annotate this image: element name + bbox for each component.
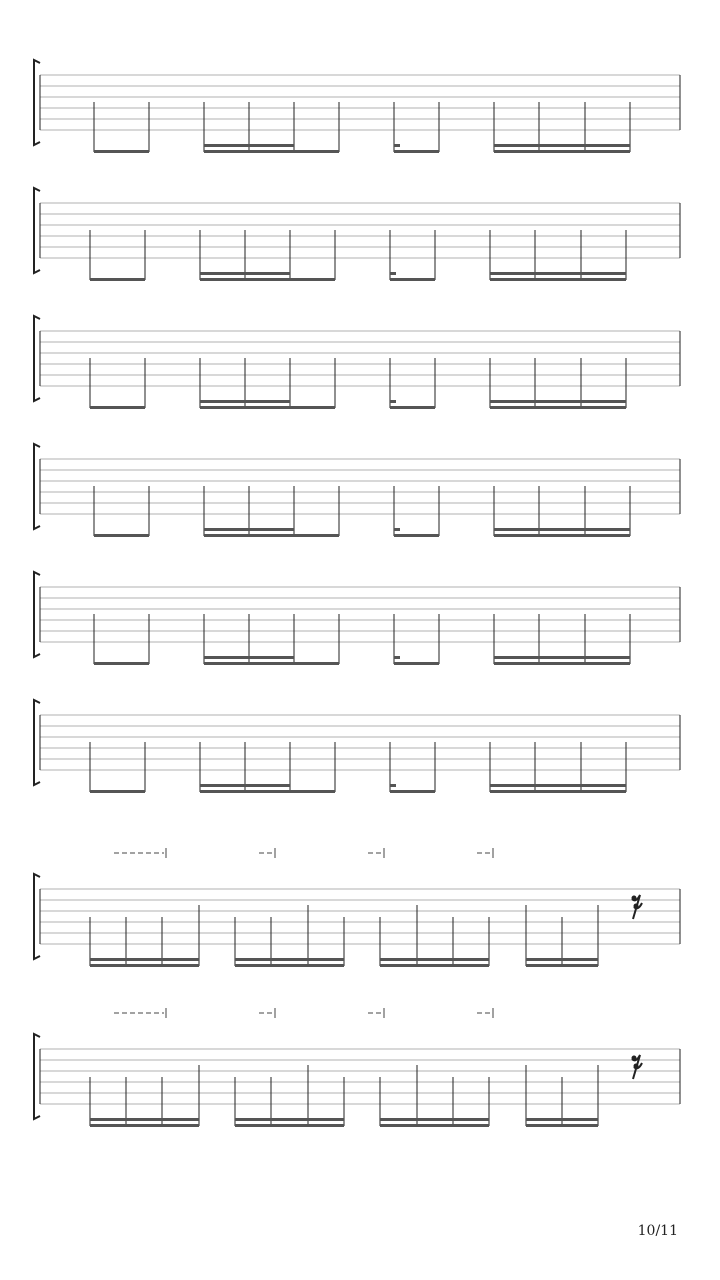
rest-dot	[632, 896, 637, 901]
beam	[204, 662, 339, 665]
beam	[390, 790, 435, 793]
beam	[90, 278, 145, 281]
beam	[490, 790, 626, 793]
beam	[494, 528, 630, 531]
system-bracket	[34, 60, 40, 145]
beam	[235, 1124, 344, 1127]
beam	[204, 528, 294, 531]
system-bracket	[34, 1034, 40, 1119]
beam	[490, 400, 626, 403]
system-bracket	[34, 700, 40, 785]
beam	[494, 656, 630, 659]
beam	[390, 278, 435, 281]
beam	[204, 656, 294, 659]
beam	[394, 662, 439, 665]
beam	[494, 662, 630, 665]
beam	[200, 400, 290, 403]
beam	[526, 1118, 598, 1121]
beam	[235, 1118, 344, 1121]
beam	[526, 958, 598, 961]
beam	[90, 1118, 199, 1121]
system-bracket	[34, 444, 40, 529]
tab-system-82	[34, 848, 680, 967]
beam	[94, 662, 149, 665]
beam	[526, 964, 598, 967]
beam	[90, 790, 145, 793]
beam	[394, 534, 439, 537]
beam	[490, 406, 626, 409]
tab-systems	[34, 60, 680, 1127]
rest-dot	[632, 1056, 637, 1061]
beam	[526, 1124, 598, 1127]
beam	[200, 790, 335, 793]
beam	[394, 150, 439, 153]
beam	[490, 278, 626, 281]
system-bracket	[34, 188, 40, 273]
system-bracket	[34, 572, 40, 657]
beam	[380, 958, 489, 961]
beam	[90, 1124, 199, 1127]
beam	[204, 144, 294, 147]
beam	[200, 278, 335, 281]
beam	[200, 406, 335, 409]
beam	[394, 528, 400, 531]
beam	[90, 958, 199, 961]
beam	[204, 534, 339, 537]
beam	[235, 964, 344, 967]
beam	[390, 784, 396, 787]
page-number: 10/11	[637, 1223, 678, 1239]
beam	[380, 964, 489, 967]
beam	[390, 272, 396, 275]
beam	[235, 958, 344, 961]
tab-system-76	[34, 60, 680, 153]
tab-system-79	[34, 444, 680, 537]
beam	[490, 784, 626, 787]
beam	[380, 1118, 489, 1121]
beam	[494, 534, 630, 537]
beam	[390, 406, 435, 409]
beam	[490, 272, 626, 275]
beam	[390, 400, 396, 403]
rest-dot	[634, 1064, 639, 1069]
tab-system-83	[34, 1008, 680, 1127]
beam	[380, 1124, 489, 1127]
tab-system-80	[34, 572, 680, 665]
beam	[94, 534, 149, 537]
system-bracket	[34, 874, 40, 959]
rest-dot	[634, 904, 639, 909]
beam	[94, 150, 149, 153]
beam	[90, 964, 199, 967]
beam	[494, 144, 630, 147]
beam	[90, 406, 145, 409]
tab-system-77	[34, 188, 680, 281]
beam	[200, 272, 290, 275]
beam	[394, 656, 400, 659]
beam	[204, 150, 339, 153]
beam	[200, 784, 290, 787]
tab-system-78	[34, 316, 680, 409]
tab-system-81	[34, 700, 680, 793]
system-bracket	[34, 316, 40, 401]
beam	[394, 144, 400, 147]
beam	[494, 150, 630, 153]
